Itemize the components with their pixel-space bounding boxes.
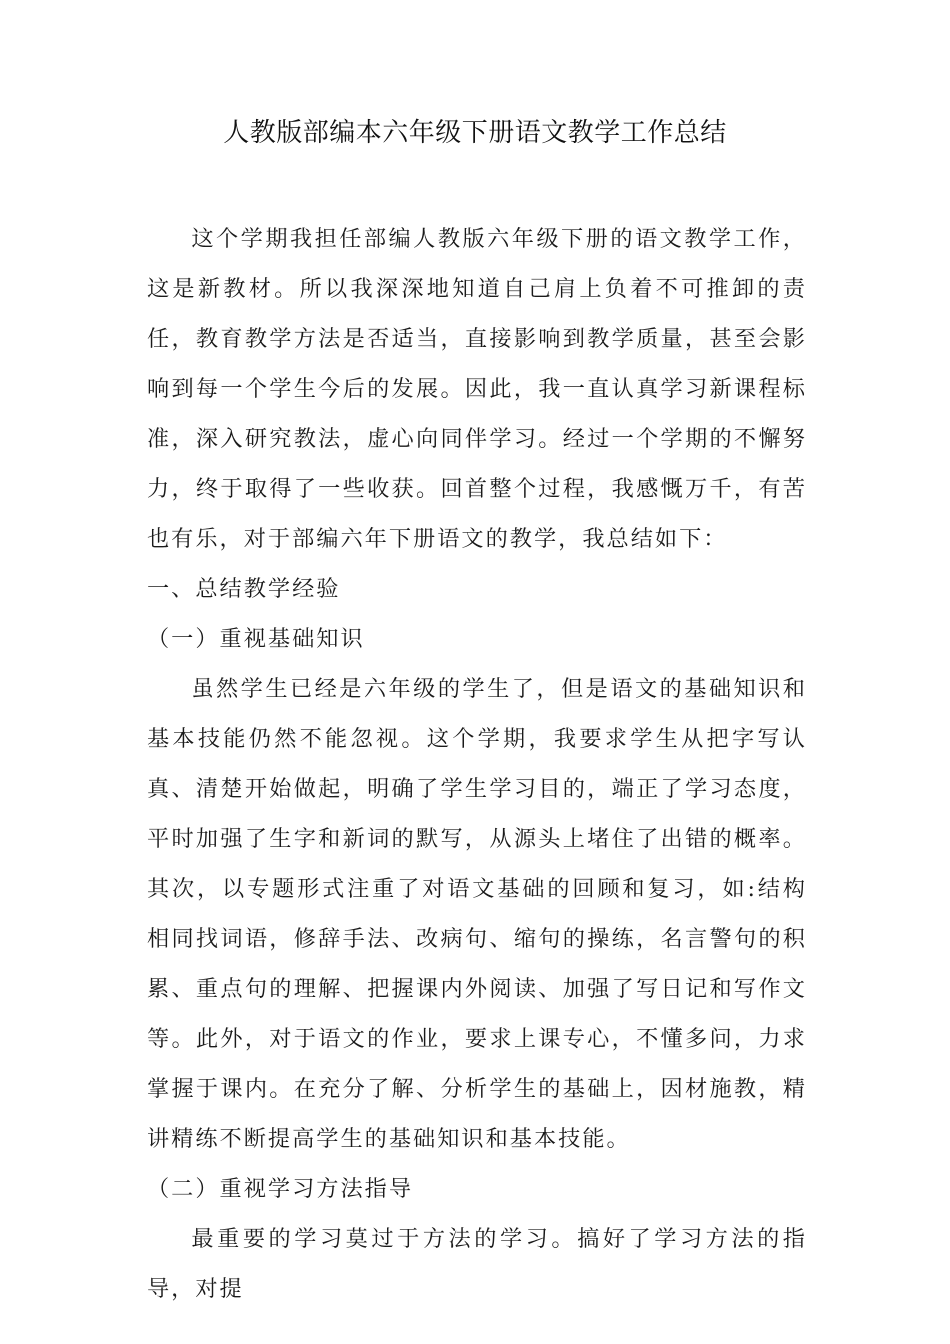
subsection-heading: （一）重视基础知识 — [147, 626, 365, 652]
method-paragraph: 最重要的学习莫过于方法的学习。搞好了学习方法的指导，对提 — [147, 1226, 807, 1302]
intro-paragraph: 这个学期我担任部编人教版六年级下册的语文教学工作，这是新教材。所以我深深地知道自己肩上负着不可推卸的责任，教育教学方法是否适当，直接影响到教学质量，甚至会影响到每一个学生今后的发展。因此，我一直认真学习新课程标准，深入研究教法，虚心向同伴学习。经过一个学期的不懈努力，终于取得了一些收获。回首整个过程，我感慨万千，有苦也有乐，对于部编六年下册语文的教学，我总结如下： — [147, 226, 807, 552]
section-heading: 一、总结教学经验 — [147, 576, 341, 602]
document-title: 人教版部编本六年级下册语文教学工作总结 — [223, 118, 727, 148]
subsection-heading: （二）重视学习方法指导 — [147, 1176, 414, 1202]
basic-knowledge-paragraph: 虽然学生已经是六年级的学生了，但是语文的基础知识和基本技能仍然不能忽视。这个学期，我要求学生从把字写认真、清楚开始做起，明确了学生学习目的，端正了学习态度，平时加强了生字和新词的默写，从源头上堵住了出错的概率。其次，以专题形式注重了对语文基础的回顾和复习，如:结构相同找词语，修辞手法、改病句、缩句的操练，名言警句的积累、重点句的理解、把握课内外阅读、加强了写日记和写作文等。此外，对于语文的作业，要求上课专心，不懂多问，力求掌握于课内。在充分了解、分析学生的基础上，因材施教，精讲精练不断提高学生的基础知识和基本技能。 — [147, 676, 807, 1152]
document-body — [147, 214, 807, 1314]
